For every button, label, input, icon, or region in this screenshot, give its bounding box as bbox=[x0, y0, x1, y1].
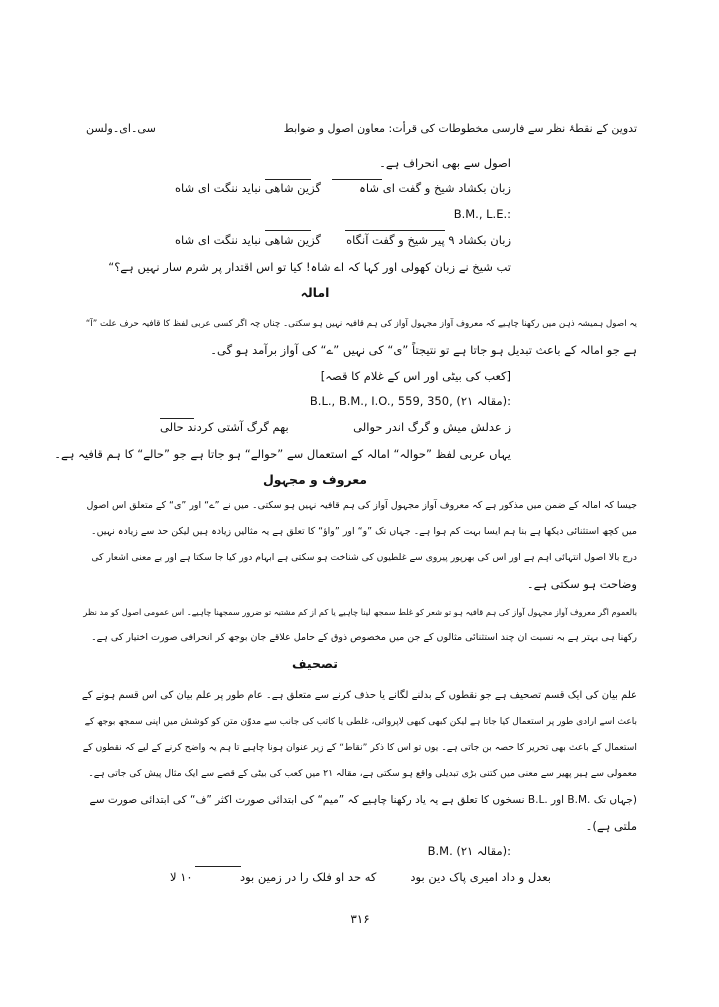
paragraph-line: وضاحت ہو سکتی ہے۔ bbox=[526, 577, 637, 591]
paragraph-line: بالعموم اگر معروف آواز مجہول آواز کی ہم قافیہ ہو تو شعر کو غلط سمجھ لینا چاہیے یا کم از کم مشتبہ تو ضرور سمجھنا چاہیے۔ اس عمومی اصول کو مد نظر bbox=[83, 607, 637, 617]
paragraph-line: معمولی سے ہیر پھیر سے معنی میں کتنی بڑی تبدیلی واقع ہو سکتی ہے، مقالہ ۲۱ میں کعب کی بیٹی کے قصے سے ایک مثال پیش کی جاتی ہے۔ bbox=[88, 768, 637, 779]
section-heading-tashif: تصحیف bbox=[291, 656, 338, 671]
paragraph-line: درج بالا اصول انتہائی اہم ہے اور اس کی بھرپور پیروی سے غلطیوں کی شناخت ہو سکتی ہے ابہام دور کیا جا سکتا ہے اور بے معنی اشعار کی bbox=[91, 552, 637, 563]
verse-left-hemistich: گزین شاهی نباید ننگت ای شاه bbox=[175, 181, 321, 195]
paragraph-line: یہ اصول ہمیشہ ذہن میں رکھنا چاہیے کہ معروف آواز مجہول آواز کی ہم قافیہ نہیں ہو سکتی۔ چناں چہ اگر کسی عربی لفظ کا قافیہ حرف علت ”آ“ bbox=[85, 319, 637, 329]
verse-right-hemistich: ز عدلش میش و گرگ اندر حوالی bbox=[353, 420, 511, 434]
verse-overline bbox=[265, 230, 311, 231]
verse-overline bbox=[345, 230, 445, 231]
section-heading-maruf-majhul: معروف و مجہول bbox=[262, 472, 368, 487]
verse-left-hemistich: گزین شاهی نباید ننگت ای شاه bbox=[175, 233, 321, 247]
paragraph-line: باعث اسے ارادی طور پر استعمال کیا جاتا ہے لیکن کبھی کبھی لاپروائی، غلطی یا کاتب کی جانب سے مدوّن متن کو کوشش میں اپنی سمجھ بوجھ کے bbox=[84, 717, 637, 727]
paragraph-line: [کعب کی بیٹی اور اس کے غلام کا قصہ] bbox=[320, 369, 511, 383]
running-header-right: تدوین کے نقطۂ نظر سے فارسی مخطوطات کی قرأت: معاون اصول و ضوابط bbox=[283, 122, 637, 135]
manuscript-reference: B.M., L.E.: bbox=[453, 207, 511, 221]
body-line: تب شیخ نے زبان کھولی اور کہا کہ اے شاہ! کیا تو اس اقتدار پر شرم سار نہیں ہے؟“ bbox=[108, 260, 511, 274]
verse-overline bbox=[332, 179, 382, 180]
verse-overline bbox=[160, 418, 194, 419]
verse-right-hemistich: زبان بکشاد شیخ و گفت ای شاہ bbox=[359, 181, 511, 195]
paragraph-line: جیسا کہ امالہ کے ضمن میں مذکور ہے کہ معروف آواز مجہول آواز کی ہم قافیہ نہیں ہو سکتی۔ میں نے ”ے“ اور ”ی“ کے متعلق اس اصول bbox=[86, 500, 637, 511]
verse-overline bbox=[195, 866, 241, 867]
paragraph-line: یہاں عربی لفظ ”حوالہ“ امالہ کے استعمال سے ”حوالے“ ہو جاتا ہے جو ”حالے“ کا ہم قافیہ ہے۔ bbox=[54, 447, 511, 461]
paragraph-line: استعمال کے باعث بھی تحریر کا حصہ بن جاتی ہے۔ یوں تو اس کا ذکر ”نقاط“ کے زیر عنوان ہونا چاہیے تا ہم یہ واضح کرنے کے لیے کہ نقطوں کے bbox=[82, 742, 637, 753]
paragraph-line: (جہاں تک .B.M اور .B.L نسخوں کا تعلق ہے یہ یاد رکھنا چاہیے کہ ”میم“ کی ابتدائی صورت اکثر ”ف“ کی ابتدائی صورت سے bbox=[89, 794, 637, 806]
page-number: ۳۱۶ bbox=[350, 912, 370, 926]
verse-right-hemistich: بعدل و داد امیری پاک دین بود bbox=[410, 870, 551, 884]
paragraph-line: میں کچھ استثنائی دیکھا ہے بنا ہم ایسا بہت کم ہوا ہے۔ جہاں تک ”و“ اور ”واؤ“ کا تعلق ہے یہ مثالیں زیادہ ہیں لیکن حد سے زیادہ نہیں۔ bbox=[91, 526, 637, 537]
verse-number: ۱۰ لا bbox=[170, 870, 193, 884]
verse-left-hemistich: که حد او فلک را در زمین بود bbox=[240, 870, 377, 884]
manuscript-reference: B.M. (مقالہ ۲۱): bbox=[427, 844, 511, 858]
paragraph-line: علم بیان کی ایک قسم تصحیف ہے جو نقطوں کے بدلنے لگانے یا حذف کرنے سے متعلق ہے۔ عام طور پر علم بیان کی اس قسم ہونے کے bbox=[81, 690, 637, 701]
section-heading-imala: امالہ bbox=[300, 285, 330, 300]
body-line: اصول سے بھی انحراف ہے۔ bbox=[379, 156, 511, 170]
verse-right-hemistich: زبان بکشاد ۹ پیر شیخ و گفت آنگاه bbox=[346, 233, 511, 247]
verse-overline bbox=[265, 179, 311, 180]
paragraph-line: ہے جو امالہ کے باعث تبدیل ہو جاتا ہے تو نتیجتاً ”ی“ کی نہیں ”ے“ کی آواز برآمد ہو گی۔ bbox=[210, 343, 637, 357]
manuscript-reference: B.L., B.M., I.O., 559, 350, (مقالہ ۲۱): bbox=[309, 394, 511, 408]
paragraph-line: رکھنا ہی بہتر ہے بہ نسبت ان چند استثنائی مثالوں کے جن میں مخصوص ذوق کے حامل علاقے جان بوجھ کر انحرافی صورت اختیار کی ہے۔ bbox=[91, 632, 637, 643]
paragraph-line: ملتی ہے)۔ bbox=[585, 819, 637, 833]
verse-left-hemistich: بهم گرگ آشتی کردند حالی bbox=[160, 420, 289, 434]
running-header-left: سی۔ای۔ولسن bbox=[86, 122, 156, 135]
